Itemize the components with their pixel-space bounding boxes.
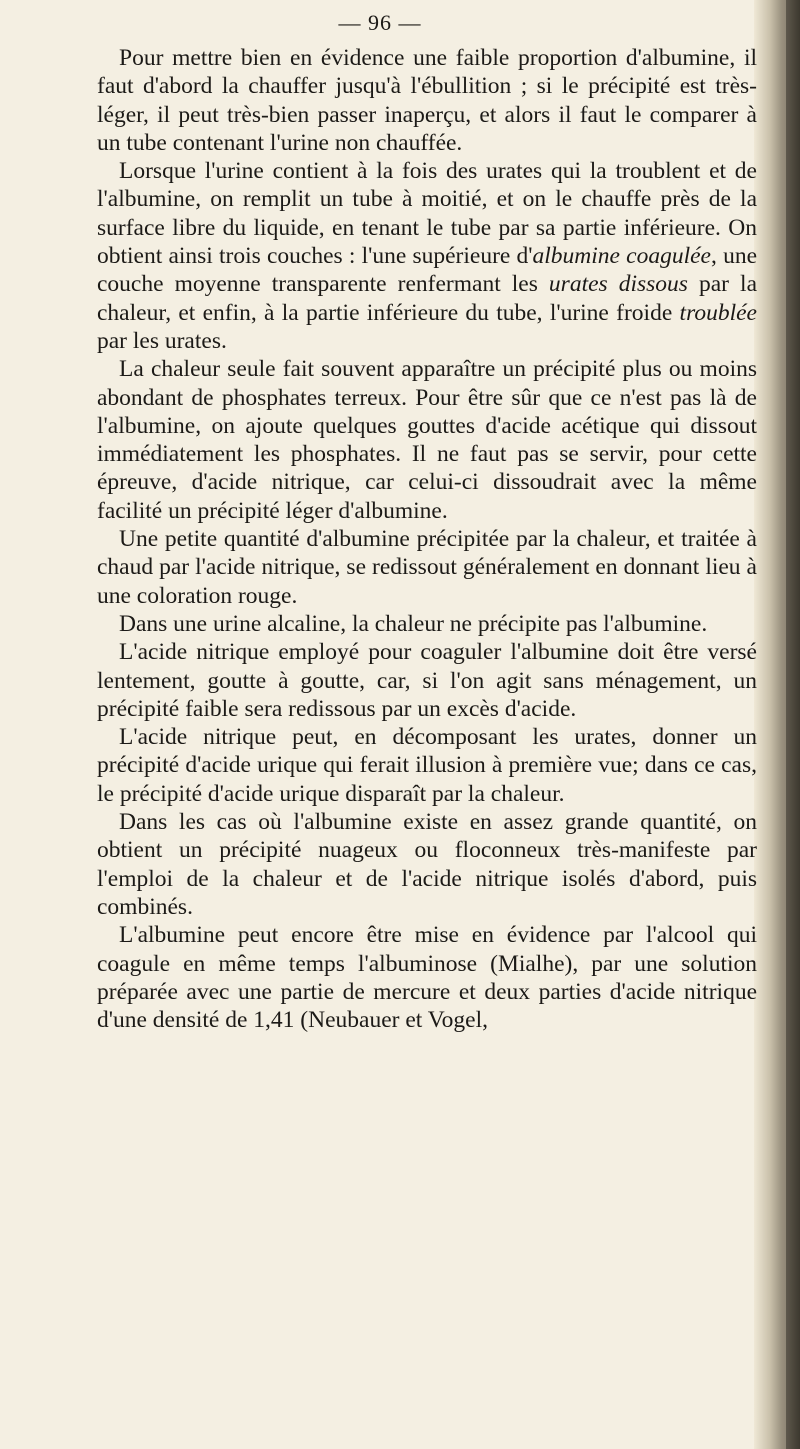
paragraph [97,157,757,355]
body-text [97,44,757,1034]
paragraph [97,525,757,610]
paragraph [97,44,757,157]
page-edge-dark [786,0,800,1449]
text-run: L'albumine peut encore être mise en évidence par l'alcool qui coagule en même temps l'albuminose (Mialhe), par une solution préparée avec une partie de mercure et deux parties d'acide nitrique d'une densité de 1,41 (Neubauer et Vogel, [97,922,757,1034]
text-run: Lorsque l'urine contient à la fois des urates qui la troublent et de l'albumine, on remplit un tube à moitié, et on le chauffe près de la surface libre du liquide, en tenant le tube par sa partie inférieure. On obtient ainsi trois couches : l'une supérieure d' [97,158,757,270]
page-number: — 96 — [338,10,422,35]
italic-text: albumine coagulée [532,243,711,270]
paragraph [97,355,757,525]
paragraph [97,610,757,638]
text-run: Dans une urine alcaline, la chaleur ne précipite pas l'albumine. [119,610,708,637]
text-run: Une petite quantité d'albumine précipitée par la chaleur, et traitée à chaud par l'acide nitrique, se redissout généralement en donnant lieu à une coloration rouge. [97,526,757,609]
italic-text: troublée [679,299,757,326]
text-run: Pour mettre bien en évidence une faible proportion d'albumine, il faut d'abord la chauffer jusqu'à l'ébullition ; si le précipité est très-léger, il peut très-bien passer inaperçu, et alors il faut le comparer à un tube contenant l'urine non chauffée. [97,45,757,156]
text-run: par les urates. [97,327,227,354]
text-run: La chaleur seule fait souvent apparaître un précipité plus ou moins abondant de phosphates terreux. Pour être sûr que ce n'est pas là de l'albumine, on ajoute quelques gouttes d'acide acétique qui dissout immédiatement les phosphates. Il ne faut pas se servir, pour cette épreuve, d'acide nitrique, car celui-ci dissoudrait avec la même facilité un précipité léger d'albumine. [97,356,757,524]
text-run: Dans les cas où l'albumine existe en assez grande quantité, on obtient un précipité nuageux ou floconneux très-manifeste par l'emploi de la chaleur et de l'acide nitrique isolés d'abord, puis combinés. [97,809,757,920]
paragraph [97,723,757,808]
text-run: par la chaleur, et enfin, à la partie inférieure du tube, l'urine froide [97,271,757,326]
paragraph [97,921,757,1034]
paragraph [97,808,757,921]
text-run: L'acide nitrique employé pour coaguler l'albumine doit être versé lentement, goutte à goutte, car, si l'on agit sans ménagement, un précipité faible sera redissous par un excès d'acide. [97,639,757,722]
text-run: L'acide nitrique peut, en décomposant les urates, donner un précipité d'acide urique qui ferait illusion à première vue; dans ce cas, le précipité d'acide urique disparaît par la chaleur. [97,724,757,807]
paragraph [97,638,757,723]
text-run: , une couche moyenne transparente renfermant les [97,243,757,298]
italic-text: urates dissous [548,271,688,298]
